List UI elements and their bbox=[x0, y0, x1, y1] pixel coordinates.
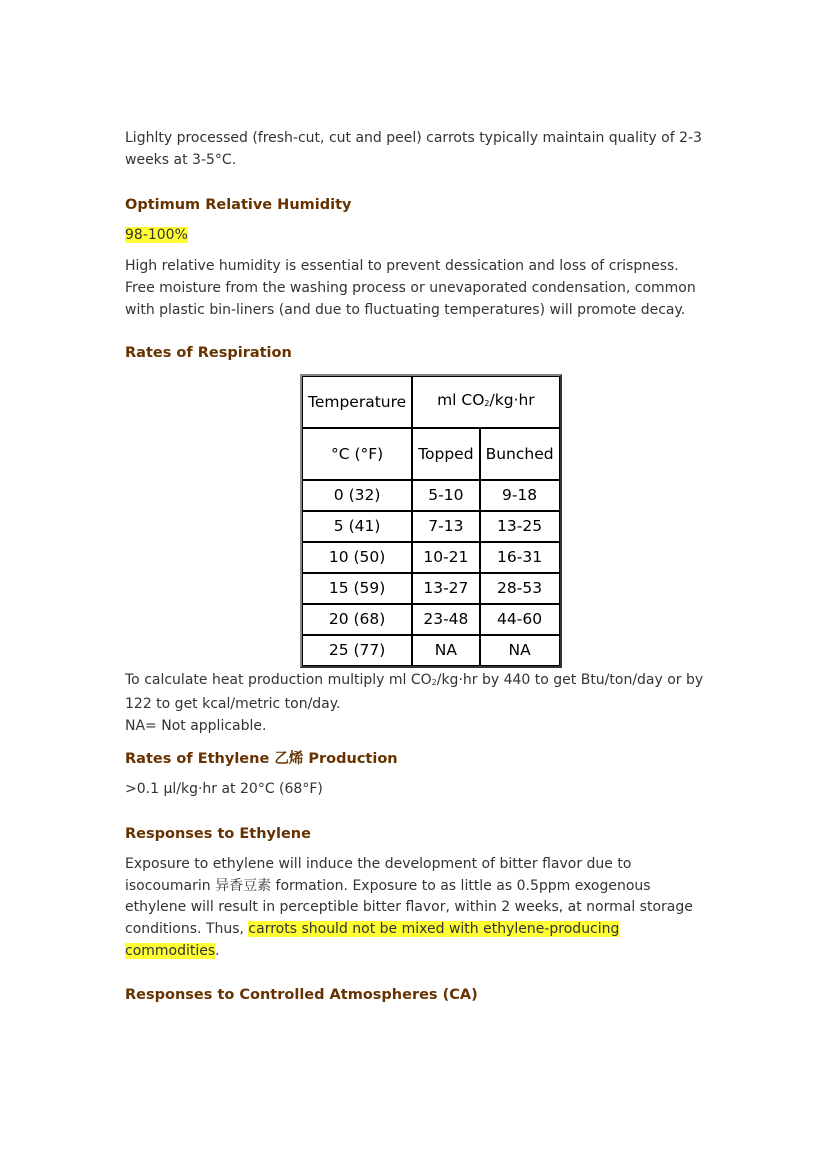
cell-topped: 23-48 bbox=[412, 604, 479, 635]
header-bunched: Bunched bbox=[480, 428, 560, 480]
humidity-paragraph: High relative humidity is essential to prevent dessication and loss of crispness. Free moisture from the washing process or unevaporated condensation, common with plastic bin-liners (and due to fluctuating temperatures) will promote decay. bbox=[125, 258, 696, 318]
cell-topped: 5-10 bbox=[412, 480, 479, 511]
heat-production-note bbox=[125, 670, 705, 737]
table-row bbox=[302, 635, 560, 666]
header-rate-post: /kg·hr bbox=[489, 391, 535, 410]
humidity-value: 98-100% bbox=[125, 227, 188, 244]
humidity-value-line bbox=[125, 225, 705, 247]
note-pre: To calculate heat production multiply ml CO bbox=[125, 672, 432, 689]
cell-bunched: 28-53 bbox=[480, 573, 560, 604]
cell-bunched: 13-25 bbox=[480, 511, 560, 542]
cell-bunched: 9-18 bbox=[480, 480, 560, 511]
table-row bbox=[302, 480, 560, 511]
cell-topped: 13-27 bbox=[412, 573, 479, 604]
header-rate-pre: ml CO bbox=[437, 391, 485, 410]
cell-temp: 25 (77) bbox=[302, 635, 412, 666]
cell-temp: 5 (41) bbox=[302, 511, 412, 542]
cell-temp: 20 (68) bbox=[302, 604, 412, 635]
note-post: /kg·hr by 440 to get Btu/ton/day or by 122 to get kcal/metric ton/day. bbox=[125, 672, 704, 712]
ethylene-response-paragraph bbox=[125, 854, 705, 963]
table-row bbox=[302, 542, 560, 573]
cell-topped: 10-21 bbox=[412, 542, 479, 573]
cell-bunched: NA bbox=[480, 635, 560, 666]
table-row bbox=[302, 573, 560, 604]
header-temperature: Temperature bbox=[302, 376, 412, 428]
cell-topped: 7-13 bbox=[412, 511, 479, 542]
cell-bunched: 16-31 bbox=[480, 542, 560, 573]
note-sub: 2 bbox=[431, 678, 437, 688]
cell-bunched: 44-60 bbox=[480, 604, 560, 635]
table-header-row bbox=[302, 376, 560, 428]
na-note: NA= Not applicable. bbox=[125, 717, 267, 734]
table-subheader-row bbox=[302, 428, 560, 480]
intro-paragraph: Lighlty processed (fresh-cut, cut and peel) carrots typically maintain quality of 2-3 weeks at 3-5°C. bbox=[125, 130, 702, 168]
cell-temp: 0 (32) bbox=[302, 480, 412, 511]
ethylene-text-pre: Exposure to ethylene will induce the development of bitter flavor due to isocoumarin 异香豆素 formation. Exposure to as little as 0.5ppm exogenous ethylene will result in perceptible bitter flavor, within 2 weeks, at normal storage conditions. Thus, bbox=[125, 856, 693, 938]
respiration-heading: Rates of Respiration bbox=[125, 345, 292, 362]
respiration-table bbox=[300, 374, 562, 668]
humidity-heading: Optimum Relative Humidity bbox=[125, 197, 352, 214]
table-row bbox=[302, 604, 560, 635]
table-row bbox=[302, 511, 560, 542]
header-topped: Topped bbox=[412, 428, 479, 480]
cell-temp: 15 (59) bbox=[302, 573, 412, 604]
ethylene-text-post: . bbox=[215, 942, 220, 959]
header-unit: °C (°F) bbox=[302, 428, 412, 480]
ethylene-production-heading: Rates of Ethylene 乙烯 Production bbox=[125, 751, 398, 768]
ethylene-response-heading: Responses to Ethylene bbox=[125, 826, 311, 843]
header-rate-sub: 2 bbox=[484, 399, 490, 409]
cell-temp: 10 (50) bbox=[302, 542, 412, 573]
ethylene-text-highlight: carrots should not be mixed with ethylene-producing commodities bbox=[125, 921, 620, 959]
ca-heading: Responses to Controlled Atmospheres (CA) bbox=[125, 986, 478, 1003]
ethylene-production-value: >0.1 µl/kg·hr at 20°C (68°F) bbox=[125, 781, 323, 798]
header-rate bbox=[412, 376, 559, 428]
cell-topped: NA bbox=[412, 635, 479, 666]
document-page bbox=[125, 128, 705, 1005]
